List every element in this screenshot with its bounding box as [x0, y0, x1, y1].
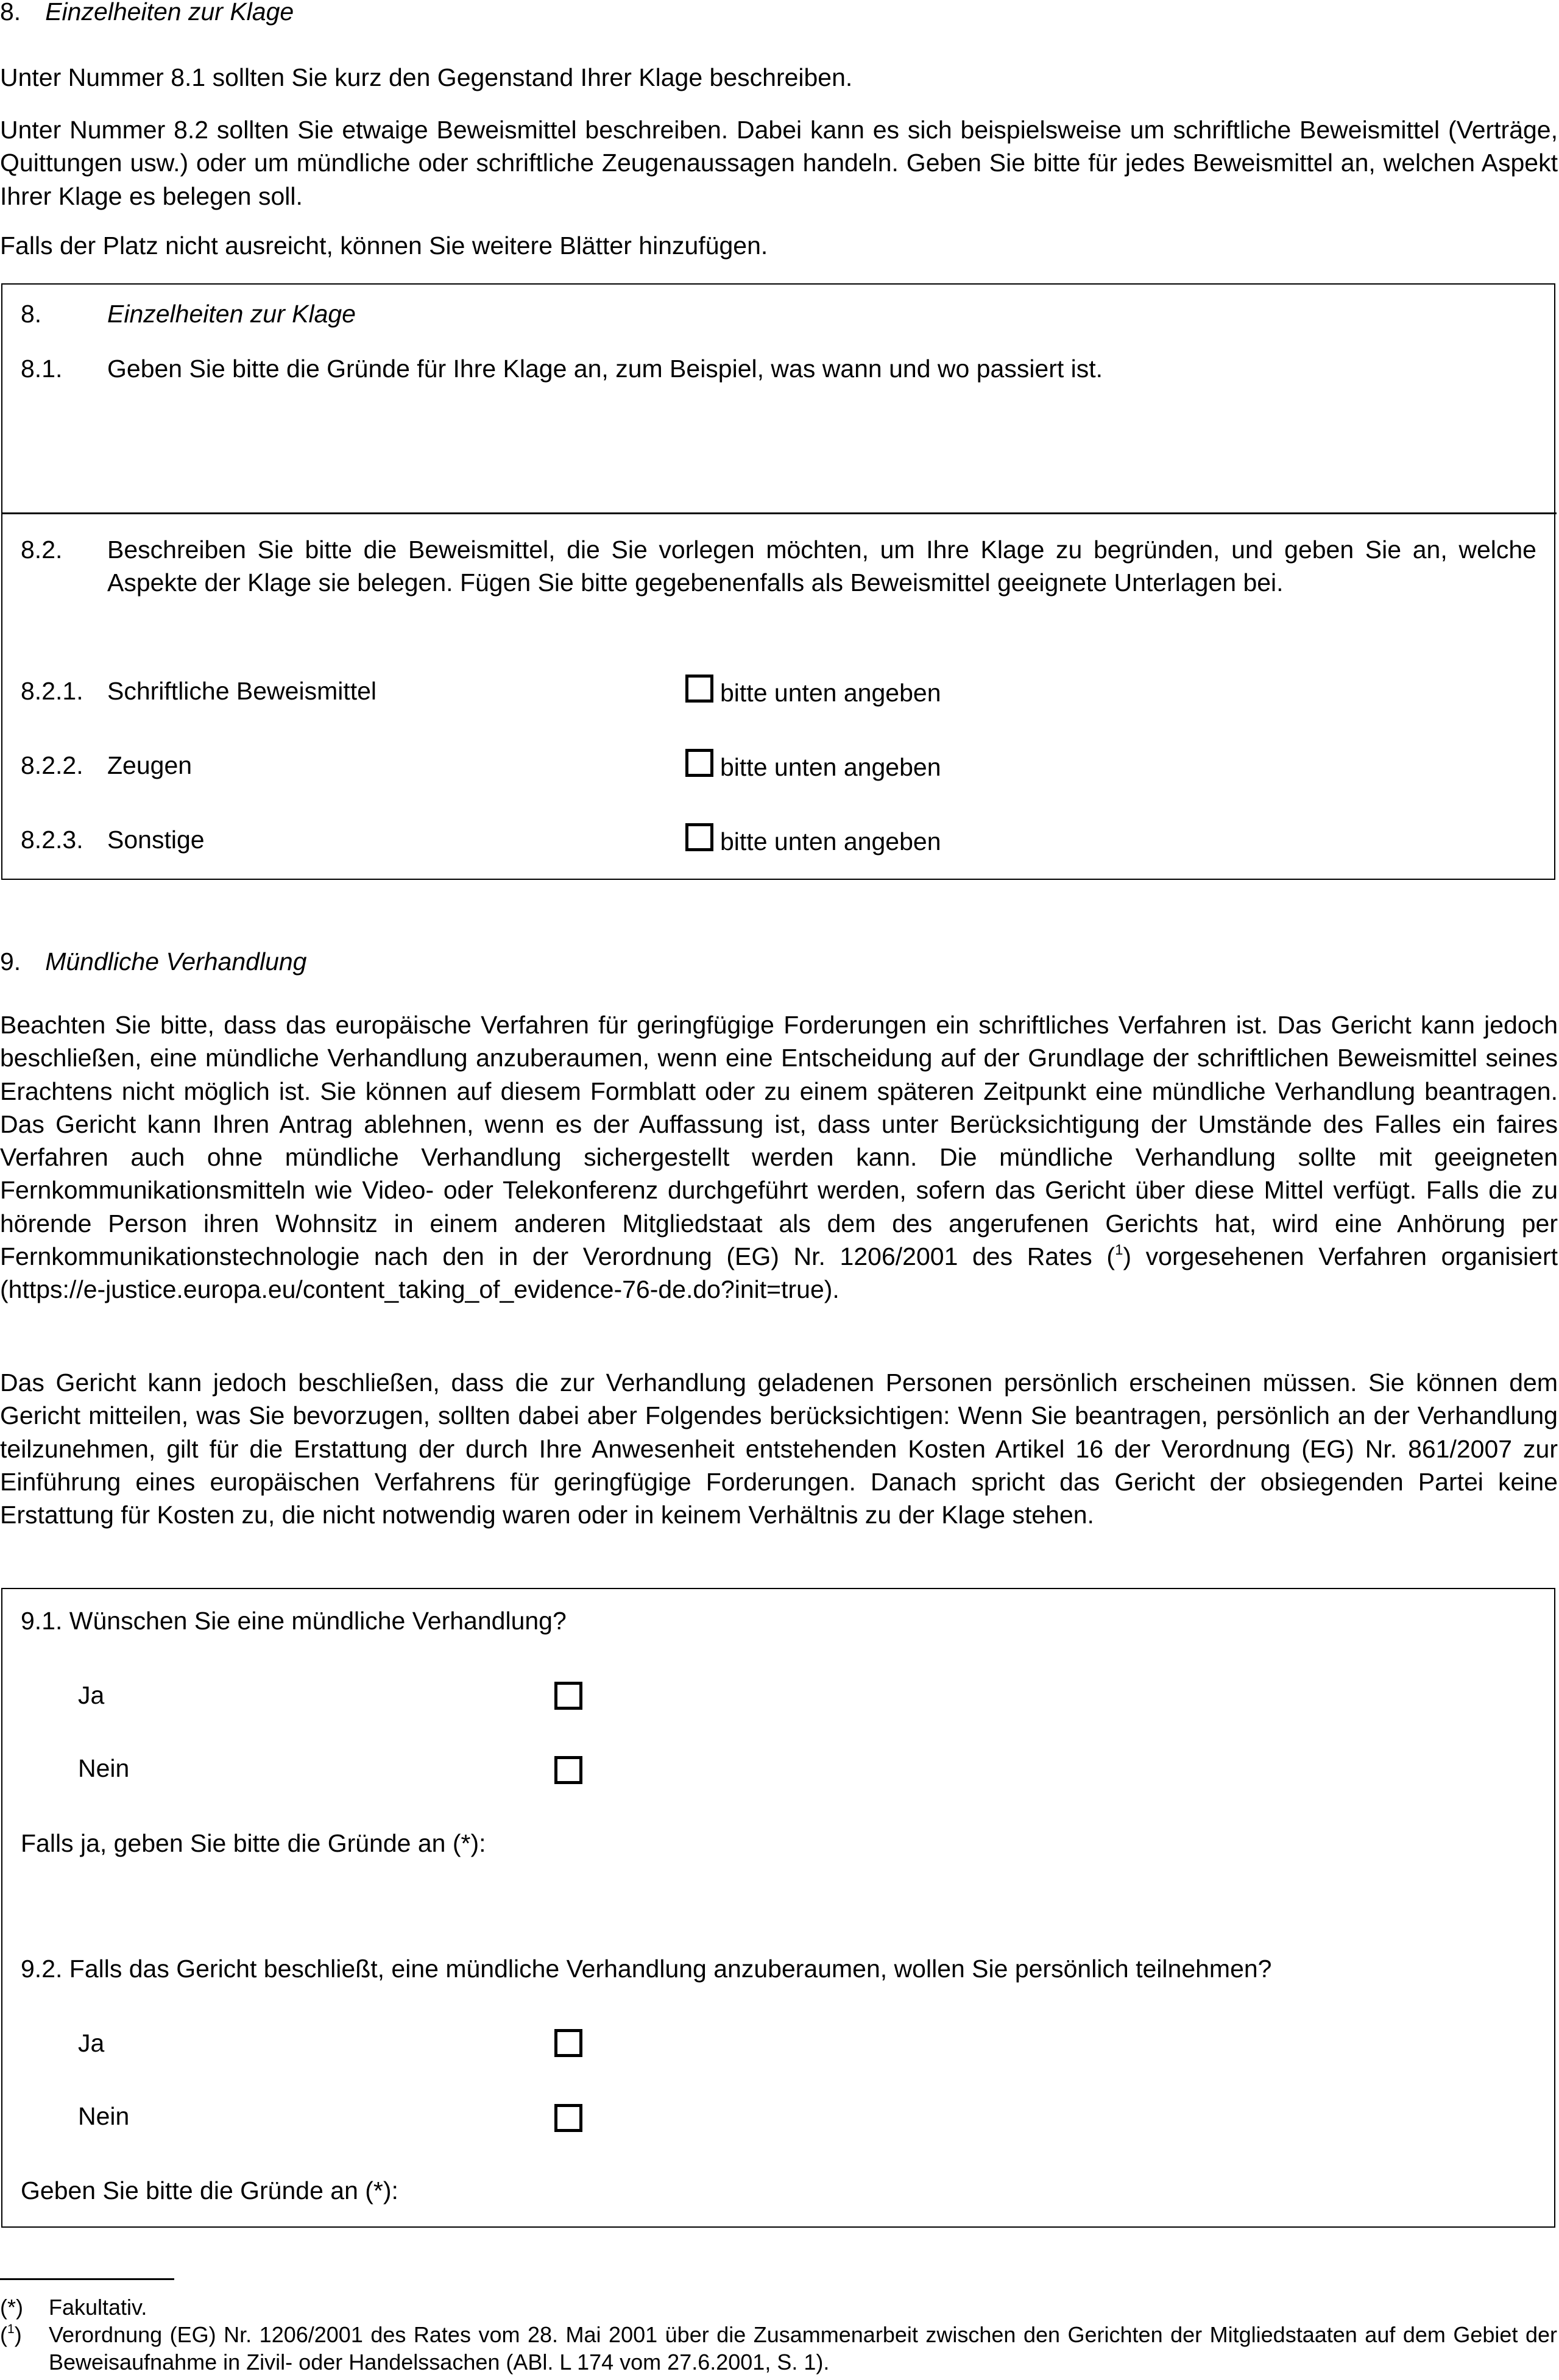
evidence-row-label: Zeugen [107, 751, 193, 779]
evidence-row-number: 8.2.1. [21, 677, 83, 705]
oral-hearing-paragraph-1: Beachten Sie bitte, dass das europäische Verfahren für geringfügige Forderungen ein schriftliches Verfahren ist. Das Gericht kann jedoch beschließen, eine mündliche Verhandlung anzuberaumen, wenn eine Entscheidung auf der Grundlage der schriftlichen Beweismittel seines Erachtens nicht möglich ist. Sie können auf diesem Formblatt oder zu einem späteren Zeitpunkt eine mündliche Verhandlung beantragen. Das Gericht kann Ihren Antrag ablehnen, wenn es der Auffassung ist, dass unter Berücksichtigung der Umstände des Falles ein faires Verfahren auch ohne mündliche Verhandlung sichergestellt werden kann. Die mündliche Verhandlung sollte mit geeigneten Fernkommunikationsmitteln wie Video- oder Telekonferenz durchgeführt werden, sofern das Gericht über diese Mittel verfügt. Falls die zu hörende Person ihren Wohnsitz in einem anderen Mitgliedstaat als dem des angerufenen Gerichts hat, wird eine Anhörung per Fernkommunikationstechnologie nach den in der Verordnung (EG) Nr. 1206/2001 des Rates ($^1$) vorgesehenen Verfahren organisiert (https://e-justice.europa.eu/content_taking_of_evidence-76-de.do?init=true). [0, 1011, 1558, 1304]
q-8-2-text: Beschreiben Sie bitte die Beweismittel, die Sie vorlegen möchten, um Ihre Klage zu begründen, und geben Sie an, welche Aspekte der Klage sie belegen. Fügen Sie bitte gegebenenfalls als Beweismittel geeignete Unterlagen bei. [107, 536, 1536, 597]
oral-hearing-paragraph-2: Das Gericht kann jedoch beschließen, dass die zur Verhandlung geladenen Personen persönlich erscheinen müssen. Sie können dem Gericht mitteilen, was Sie bevorzugen, sollten dabei aber Folgendes berücksichtigen: Wenn Sie beantragen, persönlich an der Verhandlung teilzunehmen, gilt für die Erstattung der durch Ihre Anwesenheit entstehenden Kosten Artikel 16 der Verordnung (EG) Nr. 861/2007 zur Einführung eines europäischen Verfahrens für geringfügige Forderungen. Danach spricht das Gericht der obsiegenden Partei keine Erstattung für Kosten zu, die nicht notwendig waren oder in keinem Verhältnis zu der Klage stehen. [0, 1369, 1558, 1529]
section-8-title: Einzelheiten zur Klage [45, 0, 294, 26]
q-9-1-reason-field[interactable] [530, 1822, 1554, 1895]
other-evidence-checkbox[interactable] [685, 823, 713, 851]
q-9-2-no-checkbox[interactable] [554, 2104, 582, 2132]
q-9-2-no-label: Nein [78, 2102, 130, 2130]
section-9-number: 9. [0, 947, 21, 976]
q-9-1-yes-checkbox[interactable] [554, 1682, 582, 1710]
footnote-text-optional: Fakultativ. [49, 2295, 147, 2320]
footnote-separator [0, 2278, 174, 2280]
intro-8-2: Unter Nummer 8.2 sollten Sie etwaige Beweismittel beschreiben. Dabei kann es sich beispielsweise um schriftliche Beweismittel (Verträge, Quittungen usw.) oder um mündliche oder schriftliche Zeugenaussagen handeln. Geben Sie bitte für jedes Beweismittel an, welchen Aspekt Ihrer Klage es belegen soll. [0, 116, 1558, 210]
evidence-row-number: 8.2.2. [21, 751, 83, 779]
section-8-number: 8. [0, 0, 21, 26]
oral-hearing-box [1, 1588, 1555, 2228]
q-9-2-reason-field[interactable] [530, 2169, 1554, 2221]
footnote-ref-1[interactable]: 1 [1115, 1242, 1123, 1259]
box-divider [1, 512, 1557, 514]
q-8-1-text: Geben Sie bitte die Gründe für Ihre Klage an, zum Beispiel, was wann und wo passiert ist. [107, 355, 1103, 383]
footnote-mark-optional: (*) [0, 2295, 23, 2320]
section-9-heading [0, 945, 306, 978]
q-9-2-reason-label: Geben Sie bitte die Gründe an (*): [21, 2176, 398, 2205]
q-9-2-yes-label: Ja [78, 2029, 105, 2057]
evidence-row-label: Schriftliche Beweismittel [107, 677, 377, 705]
q-8-2-number: 8.2. [21, 536, 63, 564]
evidence-row-label: Sonstige [107, 826, 205, 854]
evidence-row-option: bitte unten angeben [720, 753, 941, 781]
evidence-row-number: 8.2.3. [21, 826, 83, 854]
q-8-1-number: 8.1. [21, 355, 63, 383]
intro-space-note: Falls der Platz nicht ausreicht, können Sie weitere Blätter hinzufügen. [0, 232, 768, 260]
q-9-1-yes-label: Ja [78, 1681, 105, 1709]
q-9-1-text: 9.1. Wünschen Sie eine mündliche Verhandlung? [21, 1607, 567, 1635]
witnesses-checkbox[interactable] [685, 749, 713, 777]
q-9-2-text: 9.2. Falls das Gericht beschließt, eine mündliche Verhandlung anzuberaumen, wollen Sie persönlich teilnehmen? [21, 1955, 1272, 1983]
evidence-row-option: bitte unten angeben [720, 679, 941, 707]
box-8-title: Einzelheiten zur Klage [107, 300, 356, 328]
q-8-1-answer-area[interactable] [2, 390, 1554, 511]
section-8-heading [0, 0, 294, 28]
q-9-2-yes-checkbox[interactable] [554, 2029, 582, 2057]
footnote-text-1: Verordnung (EG) Nr. 1206/2001 des Rates vom 28. Mai 2001 über die Zusammenarbeit zwischen den Gerichten der Mitgliedstaaten auf dem Gebiet der Beweisaufnahme in Zivil- oder Handelssachen (ABl. L 174 vom 27.6.2001, S. 1). [49, 2322, 1557, 2375]
q-9-1-reason-label: Falls ja, geben Sie bitte die Gründe an (*): [21, 1829, 486, 1857]
footnote-mark-1: ($^1$) [0, 2322, 22, 2347]
evidence-row-option: bitte unten angeben [720, 827, 941, 855]
q-9-1-no-label: Nein [78, 1754, 130, 1782]
intro-8-1: Unter Nummer 8.1 sollten Sie kurz den Gegenstand Ihrer Klage beschreiben. [0, 63, 853, 91]
written-evidence-checkbox[interactable] [685, 675, 713, 703]
section-9-title: Mündliche Verhandlung [45, 947, 307, 976]
box-8-number: 8. [21, 300, 42, 328]
q-9-1-no-checkbox[interactable] [554, 1756, 582, 1784]
